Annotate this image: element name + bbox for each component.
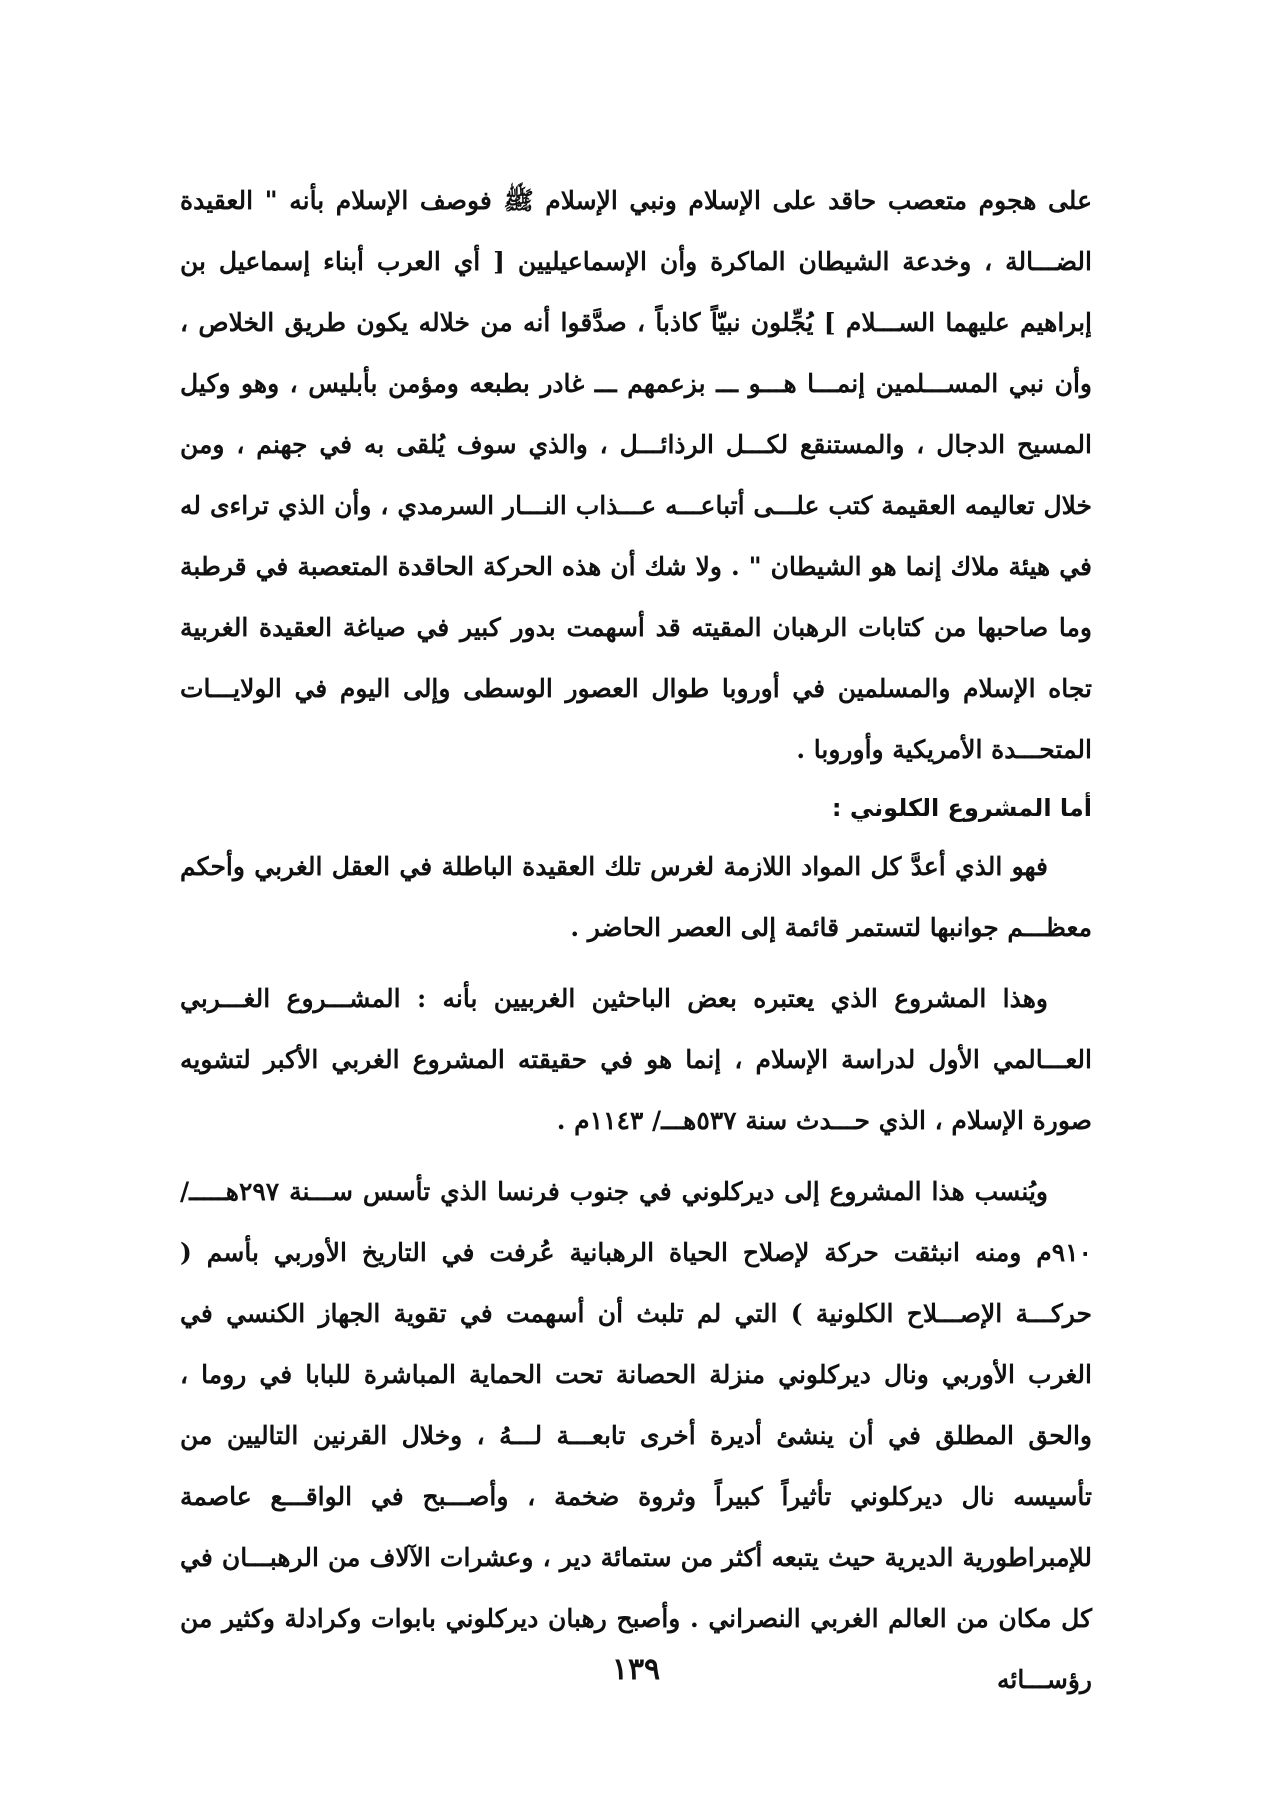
paragraph-cluny-definition: وهذا المشروع الذي يعتبره بعض الباحثين الغربيين بأنه : المشـــروع الغـــربي العـــالمي الأول لدراسة الإسلام ، إنما هو في حقيقته المشروع الغربي الأكبر لتشويه صورة الإسلام ، الذي حـــدث سنة ٥٣٧هـــ/ ١١٤٣م . (180, 984, 1092, 1135)
paragraph-cluny-history: ويُنسب هذا المشروع إلى ديركلوني في جنوب فرنسا الذي تأسس ســـنة ٢٩٧هـــــ/٩١٠م ومنه انبثقت حركة لإصلاح الحياة الرهبانية عُرفت في التاريخ الأوربي بأسم ( حركـــة الإصـــلاح الكلونية ) التي لم تلبث أن أسهمت في تقوية الجهاز الكنسي في الغرب الأوربي ونال ديركلوني منزلة الحصانة تحت الحماية المباشرة للبابا في روما ، والحق المطلق في أن ينشئ أديرة أخرى تابعـــة لـــهُ ، وخلال القرنين التاليين من تأسيسه نال ديركلوني تأثيراً كبيراً وثروة ضخمة ، وأصـــبح في الواقـــع عاصمة للإمبراطورية الديرية حيث يتبعه أكثر من ستمائة دير ، وعشرات الآلاف من الرهبـــان في كل مكان من العالم الغربي النصراني . وأصبح رهبان ديركلوني بابوات وكرادلة وكثير من رؤســـائه (180, 1177, 1092, 1694)
page-number: ١٣٩ (611, 1652, 661, 1687)
document-page (180, 170, 1092, 1710)
paragraph-crusader-attack: على هجوم متعصب حاقد على الإسلام ونبي الإسلام ﷺ فوصف الإسلام بأنه " العقيدة الضـــالة ، وخدعة الشيطان الماكرة وأن الإسماعيليين [ أي العرب أبناء إسماعيل بن إبراهيم عليهما الســـلام ] يُجِّلون نبيّاً كاذباً ، صدَّقوا أنه من خلاله يكون طريق الخلاص ، وأن نبي المســـلمين إنمـــا هـــو ـــ بزعمهم ـــ غادر بطبعه ومؤمن بأبليس ، وهو وكيل المسيح الدجال ، والمستنقع لكـــل الرذائـــل ، والذي سوف يُلقى به في جهنم ، ومن خلال تعاليمه العقيمة كتب علـــى أتباعـــه عـــذاب النـــار السرمدي ، وأن الذي تراءى له في هيئة ملاك إنما هو الشيطان " . ولا شك أن هذه الحركة الحاقدة المتعصبة في قرطبة وما صاحبها من كتابات الرهبان المقيته قد أسهمت بدور كبير في صياغة العقيدة الغربية تجاه الإسلام والمسلمين في أوروبا طوال العصور الوسطى وإلى اليوم في الولايـــات المتحـــدة الأمريكية وأوروبا . (180, 186, 1092, 764)
section-heading-cluny-project: أما المشروع الكلوني : (831, 794, 1092, 822)
paragraph-cluny-preparation: فهو الذي أعدَّ كل المواد اللازمة لغرس تلك العقيدة الباطلة في العقل الغربي وأحكم معظـــم جوانبها لتستمر قائمة إلى العصر الحاضر . (180, 852, 1092, 942)
